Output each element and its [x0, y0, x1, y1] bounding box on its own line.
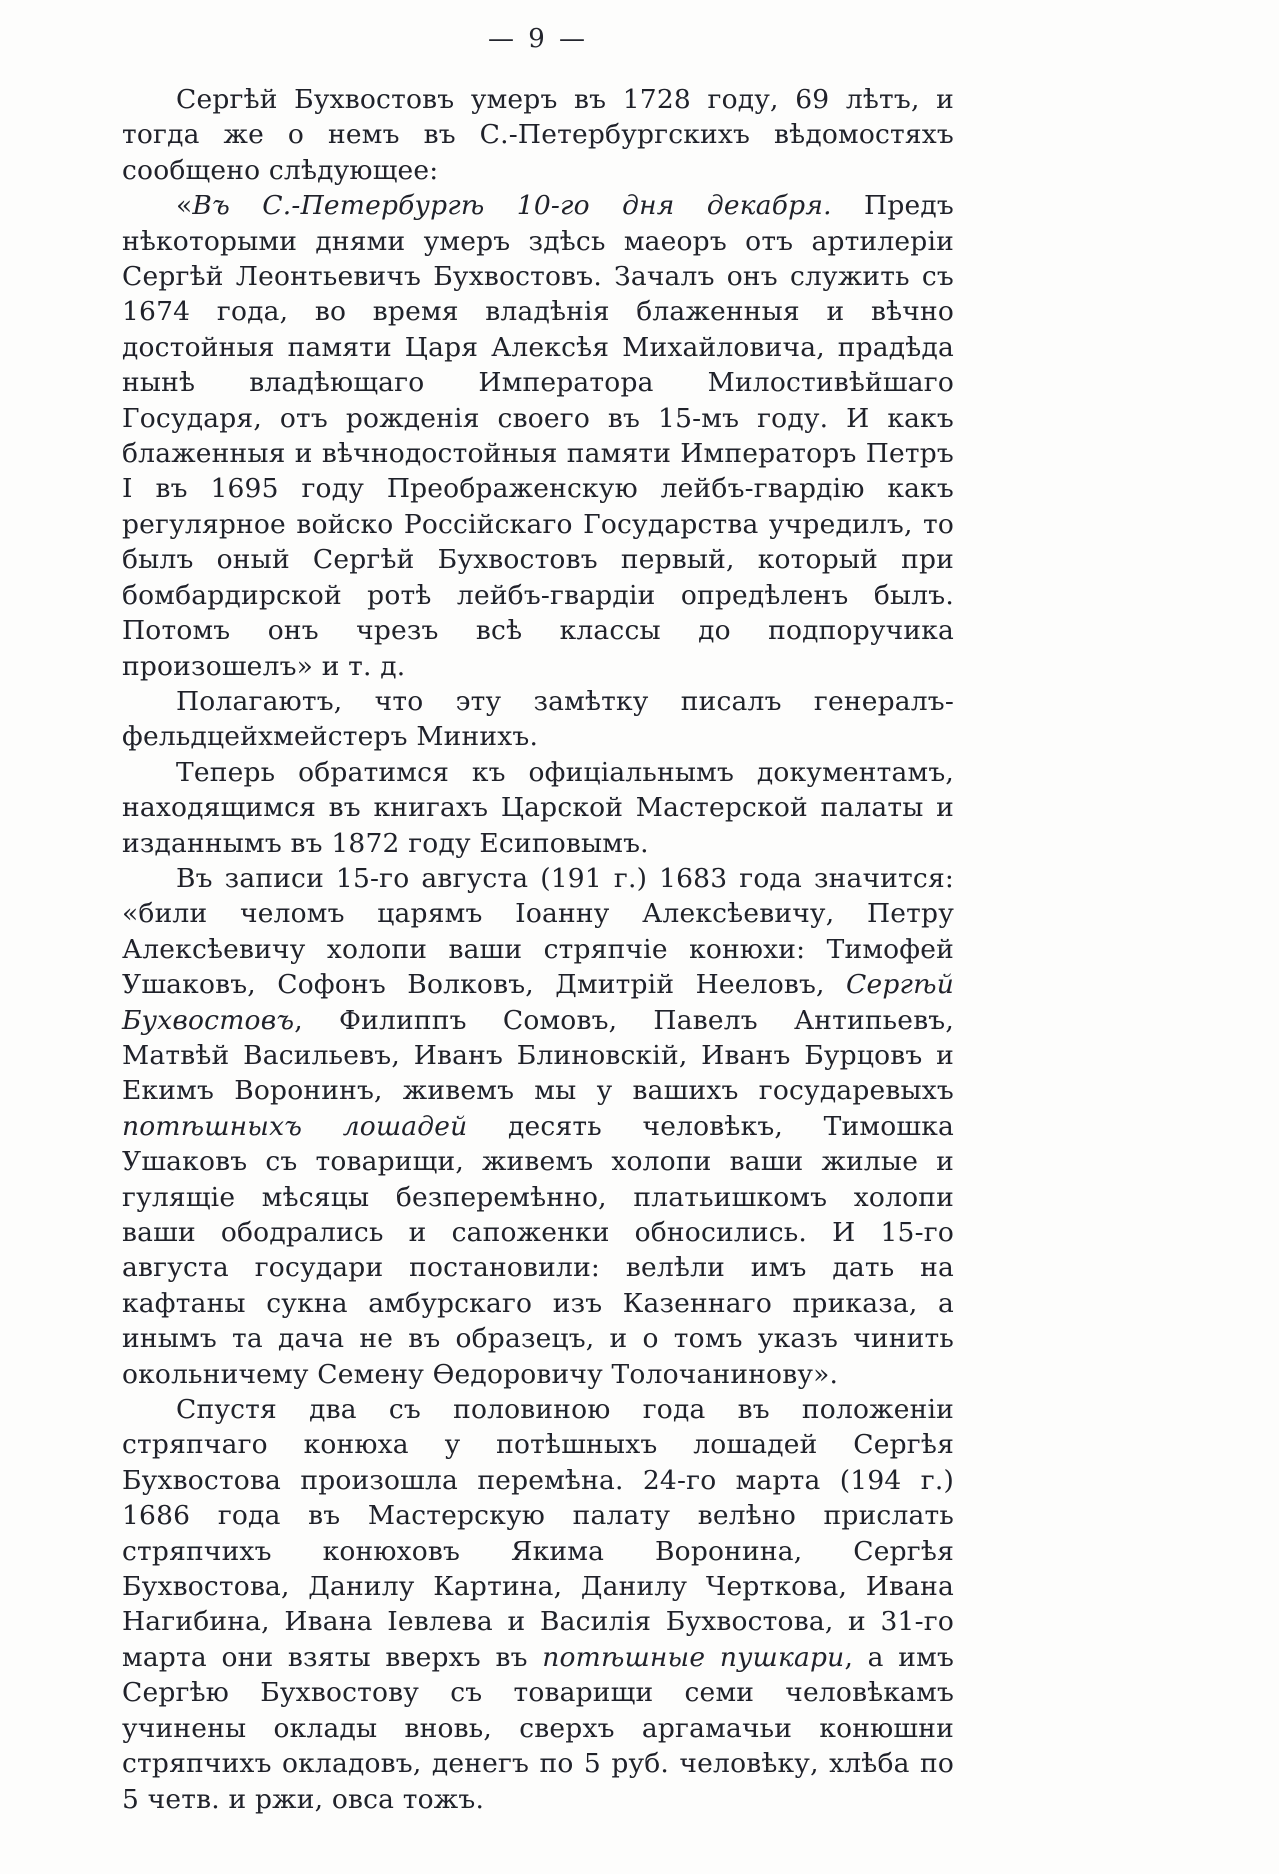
italic-text-run: Въ С.-Петербургѣ 10-го дня декабря.: [192, 190, 832, 222]
text-run: , Филиппъ Сомовъ, Павелъ Антипьевъ, Матвѣй Васильевъ, Иванъ Блиновскій, Иванъ Бурцовъ и Екимъ Воронинъ, живемъ мы у вашихъ государевыхъ: [122, 1004, 954, 1107]
text-run: десять человѣкъ, Тимошка Ушаковъ съ товарищи, живемъ холопи ваши жилые и гулящіе мѣсяцы безперемѣнно, платьишкомъ холопи ваши ободрались и сапоженки обносились. И 15-го августа государи постановили: велѣли имъ дать на кафтаны сукна амбурскаго изъ Казеннаго приказа, а инымъ та дача не въ образецъ, и о томъ указъ чинить окольничему Семену Ѳедоровичу Толочанинову».: [122, 1110, 954, 1390]
paragraph: [122, 684, 954, 755]
italic-text-run: Сергѣй Бухвостовъ: [122, 969, 954, 1036]
text-run: Сергѣй Бухвостовъ умеръ въ 1728 году, 69 лѣтъ, и тогда же о немъ въ С.-Петербургскихъ вѣдомостяхъ сообщено слѣдующее:: [122, 84, 954, 186]
text-run: «: [176, 190, 193, 222]
text-run: Полагаютъ, что эту замѣтку писалъ генералъ-фельдцейхмейстеръ Минихъ.: [122, 685, 954, 753]
text-run: Предъ нѣкоторыми днями умеръ здѣсь маеоръ отъ артилеріи Сергѣй Леонтьевичъ Бухвостовъ. Зачалъ онъ служить съ 1674 года, во время владѣнія блаженныя и вѣчно достойныя памяти Царя Алексѣя Михайловича, прадѣда нынѣ владѣющаго Императора Милостивѣйшаго Государя, отъ рожденія своего въ 15-мъ году. И какъ блаженныя и вѣчнодостойныя памяти Императоръ Петръ I въ 1695 году Преображенскую лейбъ-гвардію какъ регулярное войско Россійскаго Государства учредилъ, то былъ оный Сергѣй Бухвостовъ первый, который при бомбардирской ротѣ лейбъ-гвардіи опредѣленъ былъ. Потомъ онъ чрезъ всѣ классы до подпоручика произошелъ» и т. д.: [122, 190, 954, 682]
paragraph: [122, 861, 954, 1392]
text-run: Теперь обратимся къ офиціальнымъ документамъ, находящимся въ книгахъ Царской Мастерской палаты и изданнымъ въ 1872 году Есиповымъ.: [122, 756, 954, 859]
paragraph: [122, 755, 954, 861]
italic-text-run: потѣшныхъ лошадей: [122, 1110, 468, 1142]
paragraph: [122, 1392, 954, 1817]
paragraph: [122, 188, 954, 684]
page-number: — 9 —: [487, 24, 589, 54]
page-body: [122, 82, 954, 1817]
italic-text-run: потѣшные пушкари: [542, 1641, 845, 1673]
paragraph: [122, 82, 954, 188]
text-run: , а имъ Сергѣю Бухвостову съ товарищи семи человѣкамъ учинены оклады вновь, сверхъ аргамачьи конюшни стряпчихъ окладовъ, денегъ по 5 руб. человѣку, хлѣба по 5 четв. и ржи, овса тожъ.: [122, 1641, 955, 1815]
text-run: Въ записи 15-го августа (191 г.) 1683 года значится: «били челомъ царямъ Іоанну Алексѣевичу, Петру Алексѣевичу холопи ваши стряпчіе конюхи: Тимофей Ушаковъ, Софонъ Волковъ, Дмитрій Нееловъ,: [122, 862, 954, 1001]
text-run: Спустя два съ половиною года въ положеніи стряпчаго конюха у потѣшныхъ лошадей Сергѣя Бухвостова произошла перемѣна. 24-го марта (194 г.) 1686 года въ Мастерскую палату велѣно прислать стряпчихъ конюховъ Якима Воронина, Сергѣя Бухвостова, Данилу Картина, Данилу Черткова, Ивана Нагибина, Ивана Іевлева и Василія Бухвостова, и 31-го марта они взяты вверхъ въ: [122, 1394, 954, 1673]
